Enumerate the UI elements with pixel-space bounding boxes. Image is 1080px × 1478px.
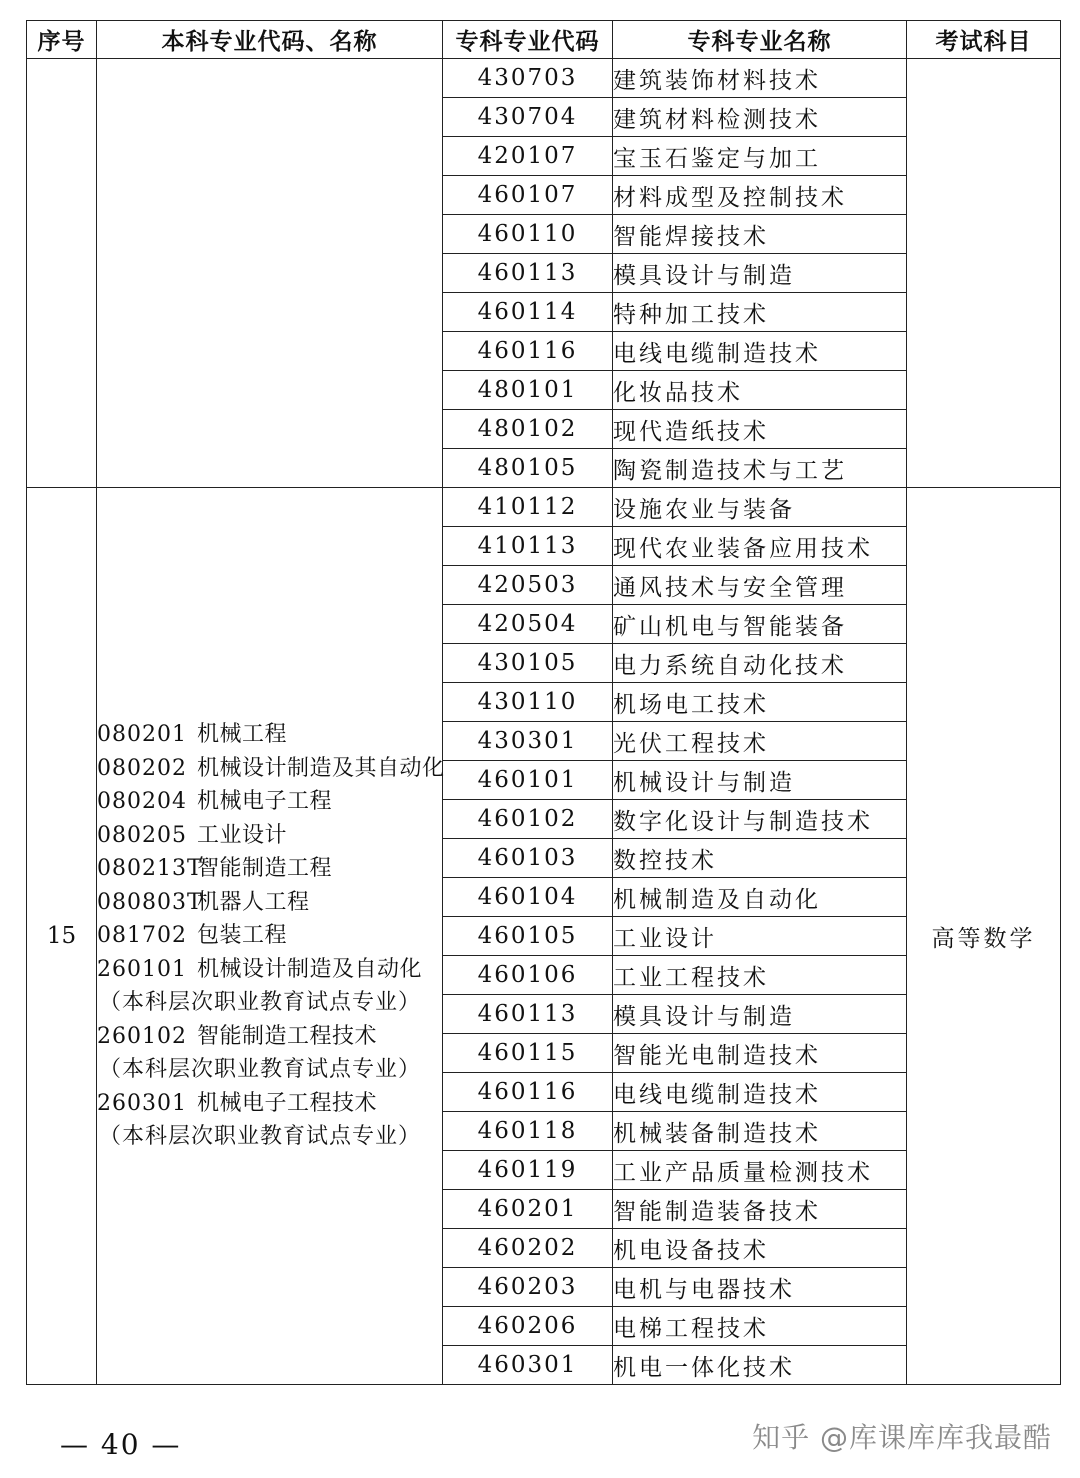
- junior-name-cell: 数字化设计与制造技术: [613, 800, 907, 839]
- junior-name-cell: 化妆品技术: [613, 371, 907, 410]
- undergrad-major-code: 081702: [97, 923, 187, 949]
- undergrad-major-name: 包装工程: [197, 923, 288, 949]
- junior-code-cell: 460118: [443, 1112, 613, 1151]
- junior-name-cell: 机场电工技术: [613, 683, 907, 722]
- junior-code-cell: 480101: [443, 371, 613, 410]
- junior-name-cell: 陶瓷制造技术与工艺: [613, 449, 907, 488]
- undergrad-major-name: 机械工程: [197, 722, 288, 748]
- junior-code-cell: 460203: [443, 1268, 613, 1307]
- junior-name-cell: 工业产品质量检测技术: [613, 1151, 907, 1190]
- junior-code-cell: 460301: [443, 1346, 613, 1385]
- undergrad-major-name: 机械电子工程: [197, 789, 333, 815]
- junior-code-cell: 460102: [443, 800, 613, 839]
- header-junior-name: 专科专业名称: [613, 21, 907, 59]
- undergrad-cell: [97, 59, 443, 488]
- undergrad-major: [97, 718, 442, 752]
- undergrad-major: [97, 1053, 442, 1087]
- junior-name-cell: 机械设计与制造: [613, 761, 907, 800]
- undergrad-major-name: 机械设计制造及自动化: [197, 956, 423, 982]
- undergrad-major: [97, 919, 442, 953]
- junior-name-cell: 现代农业装备应用技术: [613, 527, 907, 566]
- undergrad-major: [97, 1087, 442, 1121]
- junior-code-cell: 430110: [443, 683, 613, 722]
- junior-code-cell: 460201: [443, 1190, 613, 1229]
- subject-cell: 高等数学: [907, 488, 1061, 1385]
- header-junior-code: 专科专业代码: [443, 21, 613, 59]
- junior-code-cell: 460116: [443, 332, 613, 371]
- undergrad-major: [97, 1020, 442, 1054]
- junior-code-cell: 480102: [443, 410, 613, 449]
- junior-name-cell: 智能焊接技术: [613, 215, 907, 254]
- undergrad-major: [97, 819, 442, 853]
- undergrad-major-code: 260102: [97, 1023, 187, 1049]
- junior-code-cell: 410113: [443, 527, 613, 566]
- junior-code-cell: 430704: [443, 98, 613, 137]
- junior-name-cell: 模具设计与制造: [613, 254, 907, 293]
- junior-name-cell: 建筑材料检测技术: [613, 98, 907, 137]
- junior-name-cell: 数控技术: [613, 839, 907, 878]
- junior-code-cell: 420503: [443, 566, 613, 605]
- junior-code-cell: 420504: [443, 605, 613, 644]
- major-table: [26, 20, 1061, 1385]
- junior-name-cell: 模具设计与制造: [613, 995, 907, 1034]
- undergrad-major: [97, 852, 442, 886]
- undergrad-major-code: 080803T: [97, 889, 203, 915]
- undergrad-major-name: （本科层次职业教育试点专业）: [99, 1124, 422, 1150]
- junior-code-cell: 460107: [443, 176, 613, 215]
- junior-name-cell: 设施农业与装备: [613, 488, 907, 527]
- junior-name-cell: 电线电缆制造技术: [613, 1073, 907, 1112]
- undergrad-major: [97, 886, 442, 920]
- seq-cell: [27, 59, 97, 488]
- junior-code-cell: 460105: [443, 917, 613, 956]
- junior-code-cell: 460106: [443, 956, 613, 995]
- undergrad-major-name: 机器人工程: [197, 889, 310, 915]
- junior-name-cell: 智能制造装备技术: [613, 1190, 907, 1229]
- junior-code-cell: 460101: [443, 761, 613, 800]
- junior-name-cell: 电梯工程技术: [613, 1307, 907, 1346]
- junior-name-cell: 机电一体化技术: [613, 1346, 907, 1385]
- junior-name-cell: 特种加工技术: [613, 293, 907, 332]
- junior-code-cell: 460202: [443, 1229, 613, 1268]
- undergrad-major-code: 080213T: [97, 856, 203, 882]
- junior-name-cell: 光伏工程技术: [613, 722, 907, 761]
- junior-name-cell: 材料成型及控制技术: [613, 176, 907, 215]
- junior-name-cell: 电机与电器技术: [613, 1268, 907, 1307]
- junior-code-cell: 460113: [443, 995, 613, 1034]
- undergrad-major-code: 080205: [97, 822, 187, 848]
- junior-code-cell: 460119: [443, 1151, 613, 1190]
- junior-name-cell: 机械制造及自动化: [613, 878, 907, 917]
- subject-cell: [907, 59, 1061, 488]
- junior-name-cell: 机电设备技术: [613, 1229, 907, 1268]
- undergrad-major-name: 机械电子工程技术: [197, 1090, 378, 1116]
- header-subject: 考试科目: [907, 21, 1061, 59]
- undergrad-major-name: （本科层次职业教育试点专业）: [99, 990, 422, 1016]
- watermark: 知乎 @库课库库我最酷: [752, 1421, 1052, 1454]
- junior-code-cell: 460206: [443, 1307, 613, 1346]
- junior-name-cell: 建筑装饰材料技术: [613, 59, 907, 98]
- undergrad-major: [97, 953, 442, 987]
- junior-name-cell: 机械装备制造技术: [613, 1112, 907, 1151]
- junior-code-cell: 460103: [443, 839, 613, 878]
- junior-code-cell: 480105: [443, 449, 613, 488]
- junior-name-cell: 宝玉石鉴定与加工: [613, 137, 907, 176]
- junior-name-cell: 现代造纸技术: [613, 410, 907, 449]
- undergrad-major: [97, 752, 445, 786]
- junior-code-cell: 460115: [443, 1034, 613, 1073]
- junior-code-cell: 430703: [443, 59, 613, 98]
- junior-code-cell: 430105: [443, 644, 613, 683]
- undergrad-major: [97, 785, 442, 819]
- header-undergrad: 本科专业代码、名称: [97, 21, 443, 59]
- undergrad-major-code: 260301: [97, 1090, 187, 1116]
- header-row: [27, 21, 1061, 59]
- junior-code-cell: 460114: [443, 293, 613, 332]
- junior-code-cell: 460113: [443, 254, 613, 293]
- junior-code-cell: 420107: [443, 137, 613, 176]
- header-seq: 序号: [27, 21, 97, 59]
- undergrad-major-name: 工业设计: [197, 822, 288, 848]
- undergrad-major-name: 机械设计制造及其自动化: [197, 755, 445, 781]
- junior-name-cell: 电线电缆制造技术: [613, 332, 907, 371]
- seq-cell: 15: [27, 488, 97, 1385]
- junior-code-cell: 460104: [443, 878, 613, 917]
- undergrad-major-code: 080202: [97, 755, 187, 781]
- junior-name-cell: 工业工程技术: [613, 956, 907, 995]
- junior-name-cell: 工业设计: [613, 917, 907, 956]
- undergrad-cell: [97, 488, 443, 1385]
- junior-code-cell: 460116: [443, 1073, 613, 1112]
- junior-code-cell: 430301: [443, 722, 613, 761]
- junior-name-cell: 智能光电制造技术: [613, 1034, 907, 1073]
- page-number: — 40 —: [60, 1428, 182, 1461]
- undergrad-major: [97, 1120, 442, 1154]
- junior-code-cell: 410112: [443, 488, 613, 527]
- undergrad-major-code: 080204: [97, 789, 187, 815]
- table-row: [27, 59, 1061, 98]
- undergrad-major: [97, 986, 442, 1020]
- junior-code-cell: 460110: [443, 215, 613, 254]
- undergrad-major-name: 智能制造工程技术: [197, 1023, 378, 1049]
- undergrad-major-name: 智能制造工程: [197, 856, 333, 882]
- undergrad-major-code: 080201: [97, 722, 187, 748]
- table-row: [27, 488, 1061, 527]
- junior-name-cell: 矿山机电与智能装备: [613, 605, 907, 644]
- junior-name-cell: 通风技术与安全管理: [613, 566, 907, 605]
- junior-name-cell: 电力系统自动化技术: [613, 644, 907, 683]
- undergrad-major-code: 260101: [97, 956, 187, 982]
- undergrad-major-name: （本科层次职业教育试点专业）: [99, 1057, 422, 1083]
